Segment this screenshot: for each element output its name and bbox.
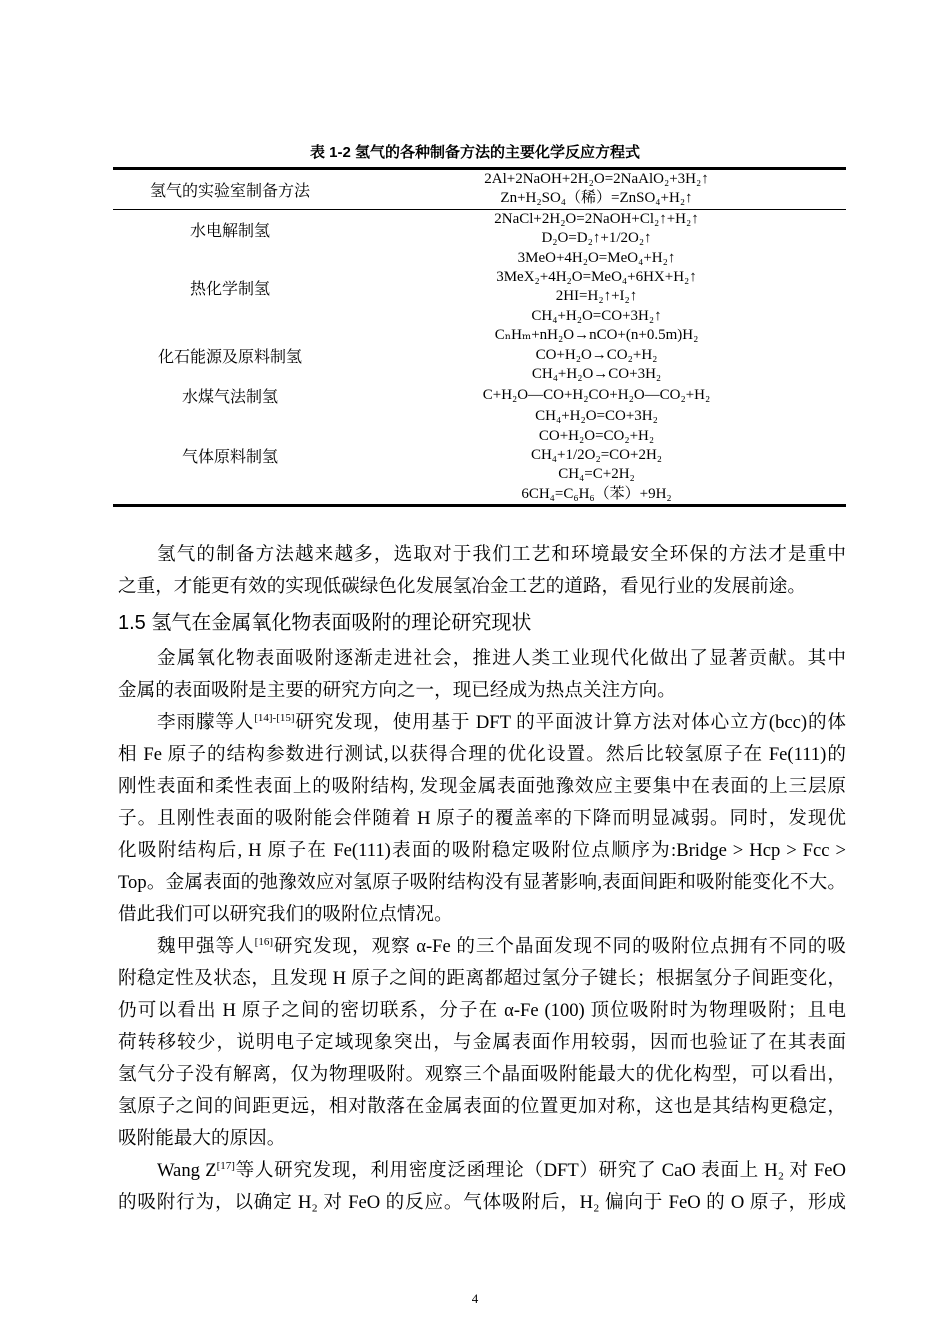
citation: [14]-[15]	[254, 712, 295, 724]
table-row	[113, 326, 846, 384]
text-line	[118, 1091, 846, 1123]
equation: CH₄+H₂O=CO+3H₂	[535, 408, 658, 425]
text-line	[118, 803, 846, 835]
table-row	[113, 249, 846, 327]
method-label: 水煤气法制氢	[181, 389, 278, 407]
equation: Zn+H₂SO₄（稀）=ZnSO₄+H₂↑	[500, 190, 693, 207]
paragraph	[118, 1155, 846, 1219]
text-run: 氢气分子没有解离，仅为物理吸附。观察三个晶面吸附能最大的优化构型，可以看出，	[118, 1064, 846, 1085]
text-run: 附稳定性及状态，且发现 H 原子之间的距离都超过氢分子键长；根据氢分子间距变化，	[118, 968, 846, 989]
paragraph	[118, 707, 846, 931]
text-line	[118, 995, 846, 1027]
equation: C+H₂O—CO+H₂CO+H₂O—CO₂+H₂	[482, 387, 711, 404]
equations-cell	[347, 407, 846, 504]
text-run: 仍可以看出 H 原子之间的密切联系，分子在 α-Fe (100) 顶位吸附时为物理吸附；且电	[118, 1000, 846, 1021]
text-run: 李雨朦等人	[157, 712, 255, 733]
text-run: 化吸附结构后, H 原子在 Fe(111)表面的吸附稳定吸附位点顺序为:Bridge > Hcp > Fcc >	[118, 840, 846, 861]
table-row	[113, 170, 846, 210]
equation: CH₄=C+2H₂	[558, 466, 635, 483]
text-run: 等人研究发现，利用密度泛函理论（DFT）研究了 CaO 表面上 H₂ 对 FeO	[234, 1160, 846, 1181]
text-line	[118, 1059, 846, 1091]
text-run: Top。金属表面的弛豫效应对氢原子吸附结构没有显著影响,表面间距和吸附能变化不大。	[118, 872, 846, 893]
text-line	[118, 867, 846, 899]
equation: 6CH₄=C₆H₆（苯）+9H₂	[521, 485, 672, 502]
method-label: 热化学制氢	[189, 280, 270, 298]
text-line	[118, 1187, 846, 1219]
equation: CH₄+H₂O→CO+3H₂	[531, 365, 662, 382]
section-heading: 1.5 氢气在金属氧化物表面吸附的理论研究现状	[118, 612, 532, 634]
text-line	[118, 835, 846, 867]
text-run: 相 Fe 原子的结构参数进行测试,以获得合理的优化设置。然后比较氢原子在 Fe(111)的	[118, 744, 846, 765]
equations-cell	[347, 249, 846, 327]
paragraph	[118, 931, 846, 1155]
paragraph	[118, 539, 846, 603]
text-line	[118, 643, 846, 675]
table-row	[113, 384, 846, 407]
reaction-equations-table	[113, 167, 846, 507]
equation: 3MeO+4H₂O=MeO₄+H₂↑	[517, 249, 676, 266]
equation: 2NaCl+2H₂O=2NaOH+Cl₂↑+H₂↑	[494, 210, 699, 227]
equation: CO+H₂O=CO₂+H₂	[538, 427, 655, 444]
equation: CO+H₂O→CO₂+H₂	[535, 346, 658, 363]
table-caption: 表 1-2 氢气的各种制备方法的主要化学反应方程式	[309, 144, 641, 161]
method-label: 气体原料制氢	[181, 449, 278, 467]
method-label: 水电解制氢	[189, 222, 270, 240]
table-row	[113, 407, 846, 504]
text-run: 氢原子之间的间距更远，相对散落在金属表面的位置更加对称，这也是其结构更稳定，	[118, 1096, 846, 1117]
method-label: 化石能源及原料制氢	[157, 348, 302, 366]
citation: [16]	[254, 936, 273, 948]
text-line	[118, 963, 846, 995]
table-row	[113, 210, 846, 249]
equation: 3MeX₂+4H₂O=MeO₄+6HX+H₂↑	[496, 268, 697, 285]
document-body	[118, 539, 846, 1219]
text-run: 金属氧化物表面吸附逐渐走进社会，推进人类工业现代化做出了显著贡献。其中	[157, 648, 846, 669]
text-run: 研究发现，观察 α-Fe 的三个晶面发现不同的吸附位点拥有不同的吸	[272, 936, 846, 957]
page-number: 4	[471, 1291, 479, 1306]
text-run: Wang Z	[157, 1160, 217, 1181]
text-line	[118, 1027, 846, 1059]
equation: CₙHₘ+nH₂O→nCO+(n+0.5m)H₂	[494, 327, 699, 344]
text-line	[118, 899, 846, 931]
text-line	[118, 739, 846, 771]
paragraph	[118, 643, 846, 707]
text-run: 子。且刚性表面的吸附能会伴随着 H 原子的覆盖率的下降而明显减弱。同时，发现优	[118, 808, 846, 829]
equations-cell	[347, 210, 846, 249]
equation: 2HI=H₂↑+I₂↑	[555, 288, 638, 305]
equations-cell	[347, 326, 846, 384]
text-run: 借此我们可以研究我们的吸附位点情况。	[118, 904, 453, 925]
text-line	[118, 1155, 846, 1187]
text-run: 研究发现，使用基于 DFT 的平面波计算方法对体心立方(bcc)的体	[294, 712, 846, 733]
text-line	[118, 539, 846, 571]
text-line	[118, 675, 846, 707]
equation: D₂O=D₂↑+1/2O₂↑	[541, 230, 652, 247]
text-run: 氢气的制备方法越来越多，选取对于我们工艺和环境最安全环保的方法才是重中	[157, 544, 846, 565]
text-line	[118, 931, 846, 963]
method-label: 氢气的实验室制备方法	[149, 182, 310, 200]
text-run: 吸附能最大的原因。	[118, 1128, 286, 1149]
text-line	[118, 707, 846, 739]
text-line	[118, 1123, 846, 1155]
equation: 2Al+2NaOH+2H₂O=2NaAlO₂+3H₂↑	[484, 171, 709, 187]
equations-cell	[347, 170, 846, 209]
citation: [17]	[216, 1160, 235, 1172]
text-run: 金属的表面吸附是主要的研究方向之一，现已经成为热点关注方向。	[118, 680, 676, 701]
text-line	[118, 571, 846, 603]
equation: CH₄+1/2O₂=CO+2H₂	[530, 447, 663, 464]
text-run: 的吸附行为，以确定 H₂ 对 FeO 的反应。气体吸附后，H₂ 偏向于 FeO 的 O 原子，形成	[118, 1192, 846, 1213]
text-run: 魏甲强等人	[157, 936, 255, 957]
text-run: 之重，才能更有效的实现低碳绿色化发展氢冶金工艺的道路，看见行业的发展前途。	[118, 576, 806, 597]
equations-cell	[347, 386, 846, 405]
text-run: 荷转移较少，说明电子定域现象突出，与金属表面作用较弱，因而也验证了在其表面	[118, 1032, 846, 1053]
text-line	[118, 771, 846, 803]
text-run: 刚性表面和柔性表面上的吸附结构, 发现金属表面弛豫效应主要集中在表面的上三层原	[118, 776, 846, 797]
equation: CH₄+H₂O=CO+3H₂↑	[531, 307, 662, 324]
